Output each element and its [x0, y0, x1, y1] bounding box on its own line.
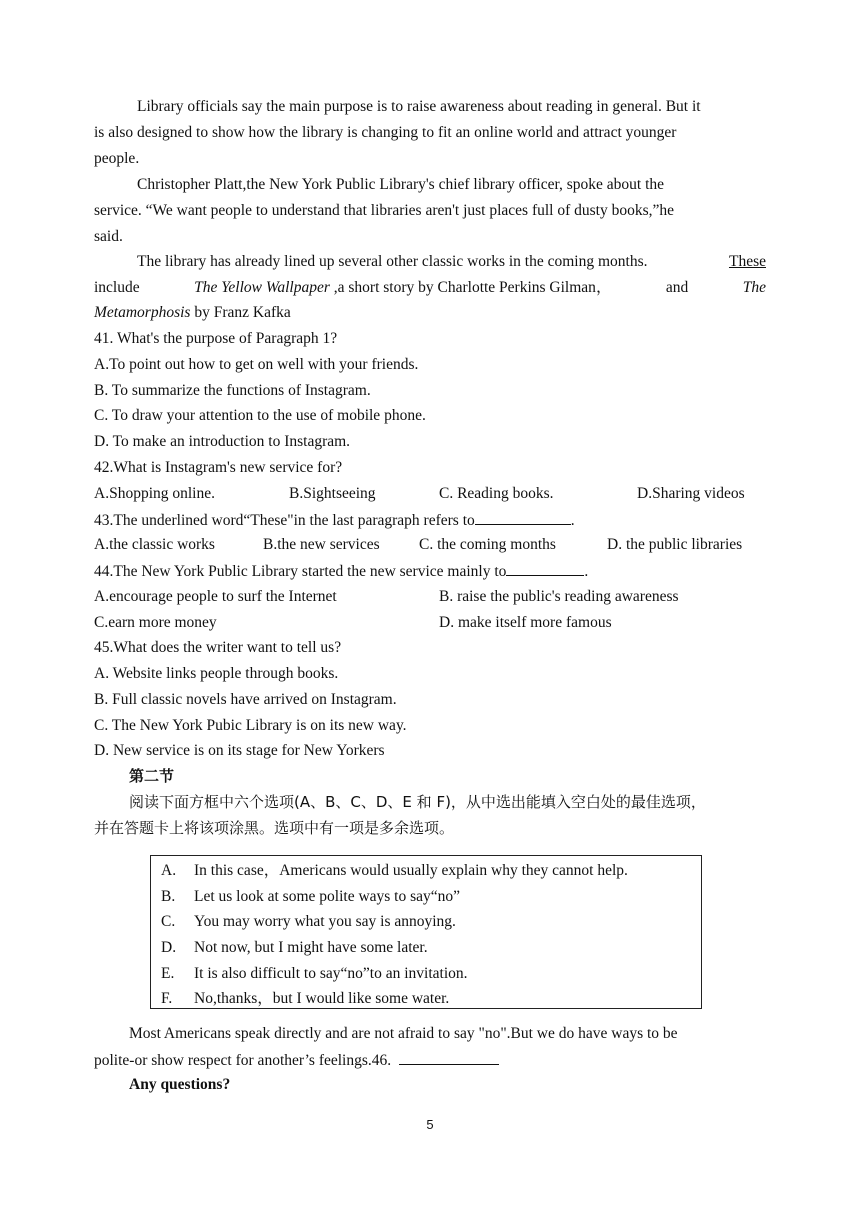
section-instructions-line-2: 并在答题卡上将该项涂黑。选项中有一项是多余选项。	[94, 819, 455, 837]
question-42-option-b: B.Sightseeing	[289, 485, 376, 502]
question-42-option-a: A.Shopping online.	[94, 485, 215, 502]
question-44-option-a: A.encourage people to surf the Internet	[94, 588, 337, 605]
passage-paragraph-2-line-3: said.	[94, 228, 123, 245]
question-41-option-b: B. To summarize the functions of Instagram.	[94, 382, 371, 399]
question-42-option-c: C. Reading books.	[439, 485, 554, 502]
question-45-option-c: C. The New York Pubic Library is on its new way.	[94, 717, 407, 734]
passage-paragraph-3-line-2: include The Yellow Wallpaper ,a short story by Charlotte Perkins Gilman， and The	[94, 279, 766, 296]
passage-paragraph-1-line-1: Library officials say the main purpose is to raise awareness about reading in general. But it	[137, 98, 701, 115]
question-43: 43.The underlined word“These"in the last paragraph refers to .	[94, 512, 575, 529]
box-option-c: C. You may worry what you say is annoying.	[161, 913, 456, 930]
question-43-option-a: A.the classic works	[94, 536, 215, 553]
section-instructions-line-1: 阅读下面方框中六个选项(A、B、C、D、E 和 F)，从中选出能填入空白处的最佳选项，	[129, 793, 706, 811]
question-43-option-c: C. the coming months	[419, 536, 556, 553]
passage-section2-line-2: polite-or show respect for another’s feelings.46.	[94, 1050, 499, 1071]
passage-section2-line-1: Most Americans speak directly and are not afraid to say "no".But we do have ways to be	[129, 1025, 678, 1042]
title-metamorphosis: Metamorphosis	[94, 304, 191, 321]
question-44-option-c: C.earn more money	[94, 614, 217, 631]
answer-blank-43	[475, 510, 571, 525]
question-42-option-d: D.Sharing videos	[637, 485, 745, 502]
section-heading: 第二节	[129, 767, 175, 785]
box-option-a: A. In this case，Americans would usually explain why they cannot help.	[161, 862, 628, 879]
passage-paragraph-3-line-3: Metamorphosis by Franz Kafka	[94, 304, 291, 321]
box-option-f: F. No,thanks，but I would like some water.	[161, 990, 450, 1007]
passage-paragraph-1-line-2: is also designed to show how the library is changing to fit an online world and attract younger	[94, 124, 677, 141]
question-44-option-d: D. make itself more famous	[439, 614, 612, 631]
question-42: 42.What is Instagram's new service for?	[94, 459, 343, 476]
box-option-d: D. Not now, but I might have some later.	[161, 939, 428, 956]
question-41-option-d: D. To make an introduction to Instagram.	[94, 433, 351, 450]
options-box	[150, 855, 702, 1009]
box-option-b: B. Let us look at some polite ways to say“no”	[161, 888, 461, 905]
passage-paragraph-3-line-1: The library has already lined up several other classic works in the coming months. These	[137, 253, 766, 270]
passage-paragraph-1-line-3: people.	[94, 150, 140, 167]
box-option-e: E. It is also difficult to say“no”to an invitation.	[161, 965, 468, 982]
question-45-option-a: A. Website links people through books.	[94, 665, 339, 682]
page-number: 5	[426, 1117, 434, 1132]
question-41: 41. What's the purpose of Paragraph 1?	[94, 330, 338, 347]
title-yellow-wallpaper: The Yellow Wallpaper	[194, 279, 330, 296]
question-43-option-b: B.the new services	[263, 536, 380, 553]
question-41-option-a: A.To point out how to get on well with your friends.	[94, 356, 419, 373]
question-41-option-c: C. To draw your attention to the use of mobile phone.	[94, 407, 426, 424]
question-43-option-d: D. the public libraries	[607, 536, 743, 553]
question-44-option-b: B. raise the public's reading awareness	[439, 588, 679, 605]
question-45-option-b: B. Full classic novels have arrived on Instagram.	[94, 691, 397, 708]
question-44: 44.The New York Public Library started the new service mainly to .	[94, 563, 589, 580]
answer-blank-46	[399, 1050, 499, 1065]
question-45: 45.What does the writer want to tell us?	[94, 639, 342, 656]
subheading-any-questions: Any questions?	[129, 1076, 231, 1093]
question-45-option-d: D. New service is on its stage for New Yorkers	[94, 742, 385, 759]
passage-paragraph-2-line-2: service. “We want people to understand that libraries aren't just places full of dusty books,”he	[94, 202, 675, 219]
passage-paragraph-2-line-1: Christopher Platt,the New York Public Library's chief library officer, spoke about the	[137, 176, 665, 193]
underlined-word: These	[728, 253, 766, 270]
answer-blank-44	[506, 561, 584, 576]
